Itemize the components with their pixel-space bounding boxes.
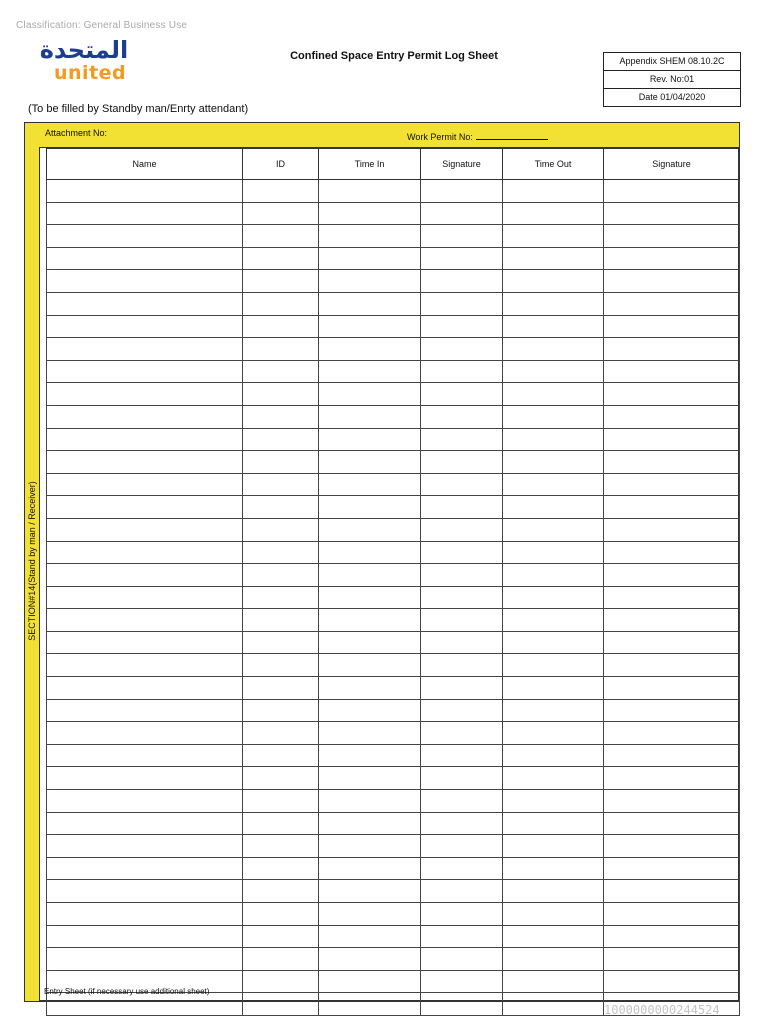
revision-number: Rev. No:01 [604,71,740,89]
log-cell[interactable] [421,609,503,632]
log-cell[interactable] [243,586,319,609]
log-cell[interactable] [47,518,243,541]
log-cell[interactable] [243,270,319,293]
log-cell[interactable] [319,292,421,315]
log-cell[interactable] [319,903,421,926]
log-cell[interactable] [319,360,421,383]
log-cell[interactable] [421,993,503,1016]
table-row [47,903,740,926]
log-cell[interactable] [243,722,319,745]
log-cell[interactable] [243,428,319,451]
col-header-id: ID [243,149,319,180]
log-cell[interactable] [47,744,243,767]
log-cell[interactable] [421,970,503,993]
log-cell[interactable] [243,835,319,858]
log-cell[interactable] [319,496,421,519]
fill-instruction: (To be filled by Standby man/Enrty attendant) [28,103,249,115]
log-cell[interactable] [319,405,421,428]
log-cell[interactable] [421,541,503,564]
log-table [46,148,740,1016]
table-row [47,654,740,677]
log-cell[interactable] [421,292,503,315]
log-cell[interactable] [604,790,740,813]
table-row [47,292,740,315]
log-cell[interactable] [503,180,604,203]
log-cell[interactable] [503,451,604,474]
log-cell[interactable] [604,428,740,451]
log-cell[interactable] [604,812,740,835]
table-row [47,564,740,587]
log-cell[interactable] [421,225,503,248]
table-row [47,360,740,383]
log-cell[interactable] [604,270,740,293]
log-cell[interactable] [503,473,604,496]
table-row [47,518,740,541]
log-cell[interactable] [503,790,604,813]
log-cell[interactable] [319,247,421,270]
log-cell[interactable] [421,473,503,496]
log-cell[interactable] [243,180,319,203]
log-cell[interactable] [604,609,740,632]
log-cell[interactable] [319,970,421,993]
table-row [47,270,740,293]
log-cell[interactable] [604,970,740,993]
log-cell[interactable] [47,541,243,564]
table-row [47,722,740,745]
table-row [47,767,740,790]
log-cell[interactable] [421,202,503,225]
log-cell[interactable] [243,948,319,971]
log-cell[interactable] [47,496,243,519]
log-cell[interactable] [503,202,604,225]
log-cell[interactable] [47,880,243,903]
log-area [39,147,739,1001]
log-cell[interactable] [604,541,740,564]
log-cell[interactable] [421,722,503,745]
log-cell[interactable] [503,586,604,609]
log-cell[interactable] [503,496,604,519]
log-cell[interactable] [503,880,604,903]
log-cell[interactable] [319,654,421,677]
log-cell[interactable] [319,586,421,609]
log-cell[interactable] [604,496,740,519]
log-cell[interactable] [604,473,740,496]
log-cell[interactable] [604,654,740,677]
log-cell[interactable] [47,631,243,654]
section-label-text: SECTION#14(Stand by man / Receiver) [27,481,37,641]
log-cell[interactable] [421,451,503,474]
section-label [25,461,39,661]
log-cell[interactable] [421,496,503,519]
log-cell[interactable] [243,338,319,361]
company-logo [38,38,134,86]
log-cell[interactable] [47,903,243,926]
log-cell[interactable] [47,180,243,203]
log-cell[interactable] [319,180,421,203]
log-cell[interactable] [47,451,243,474]
log-cell[interactable] [604,383,740,406]
log-cell[interactable] [243,790,319,813]
col-header-time-in: Time In [319,149,421,180]
table-row [47,473,740,496]
log-cell[interactable] [421,857,503,880]
log-cell[interactable] [319,564,421,587]
document-title: Confined Space Entry Permit Log Sheet [290,50,498,62]
table-header-row [47,149,740,180]
log-cell[interactable] [319,857,421,880]
log-cell[interactable] [47,586,243,609]
log-cell[interactable] [47,699,243,722]
log-cell[interactable] [47,654,243,677]
log-cell[interactable] [421,428,503,451]
log-cell[interactable] [421,247,503,270]
log-cell[interactable] [319,948,421,971]
log-cell[interactable] [421,677,503,700]
work-permit-field [407,131,548,142]
log-cell[interactable] [243,925,319,948]
log-cell[interactable] [503,722,604,745]
log-cell[interactable] [604,451,740,474]
log-cell[interactable] [421,925,503,948]
log-cell[interactable] [421,383,503,406]
work-permit-label: Work Permit No: [407,132,473,142]
log-cell[interactable] [503,360,604,383]
table-row [47,835,740,858]
log-cell[interactable] [47,383,243,406]
log-cell[interactable] [243,315,319,338]
table-row [47,790,740,813]
log-cell[interactable] [319,812,421,835]
table-row [47,948,740,971]
log-cell[interactable] [604,586,740,609]
log-cell[interactable] [604,292,740,315]
attachment-no-label: Attachment No: [45,128,108,138]
col-header-name: Name [47,149,243,180]
log-cell[interactable] [503,564,604,587]
entry-sheet-note: Entry Sheet (if necessary use additional sheet) [44,987,210,996]
log-cell[interactable] [47,247,243,270]
log-cell[interactable] [421,835,503,858]
col-header-signature-in: Signature [421,149,503,180]
log-cell[interactable] [243,767,319,790]
log-cell[interactable] [503,315,604,338]
log-cell[interactable] [503,857,604,880]
log-cell[interactable] [319,722,421,745]
log-cell[interactable] [319,835,421,858]
log-cell[interactable] [47,609,243,632]
table-row [47,609,740,632]
log-cell[interactable] [604,722,740,745]
log-cell[interactable] [47,202,243,225]
log-cell[interactable] [503,993,604,1016]
table-row [47,451,740,474]
log-cell[interactable] [604,767,740,790]
log-cell[interactable] [319,270,421,293]
log-cell[interactable] [243,473,319,496]
log-cell[interactable] [421,315,503,338]
log-cell[interactable] [47,428,243,451]
table-row [47,925,740,948]
log-cell[interactable] [421,744,503,767]
log-cell[interactable] [243,292,319,315]
log-cell[interactable] [503,383,604,406]
log-cell[interactable] [421,631,503,654]
reference-box [603,52,741,107]
log-table-body [47,180,740,1016]
log-cell[interactable] [319,609,421,632]
log-cell[interactable] [319,383,421,406]
log-cell[interactable] [503,292,604,315]
log-cell[interactable] [503,225,604,248]
classification-label: Classification: General Business Use [16,20,188,31]
log-cell[interactable] [421,586,503,609]
log-cell[interactable] [604,948,740,971]
log-cell[interactable] [604,564,740,587]
log-cell[interactable] [47,812,243,835]
table-row [47,677,740,700]
log-cell[interactable] [421,564,503,587]
log-cell[interactable] [319,699,421,722]
log-cell[interactable] [243,564,319,587]
log-cell[interactable] [319,925,421,948]
log-cell[interactable] [503,903,604,926]
col-header-signature-out: Signature [604,149,740,180]
log-cell[interactable] [319,993,421,1016]
table-row [47,541,740,564]
table-row [47,405,740,428]
log-cell[interactable] [243,993,319,1016]
log-cell[interactable] [604,631,740,654]
log-cell[interactable] [604,925,740,948]
log-cell[interactable] [243,360,319,383]
log-cell[interactable] [421,180,503,203]
log-cell[interactable] [503,338,604,361]
table-row [47,699,740,722]
log-cell[interactable] [421,767,503,790]
log-cell[interactable] [421,405,503,428]
log-cell[interactable] [319,677,421,700]
log-cell[interactable] [604,225,740,248]
table-row [47,247,740,270]
log-cell[interactable] [421,518,503,541]
table-row [47,338,740,361]
log-cell[interactable] [47,270,243,293]
log-cell[interactable] [243,631,319,654]
document-date: Date 01/04/2020 [638,92,706,102]
log-cell[interactable] [604,180,740,203]
log-cell[interactable] [503,428,604,451]
log-cell[interactable] [243,405,319,428]
log-cell[interactable] [47,564,243,587]
log-cell[interactable] [604,744,740,767]
table-row [47,857,740,880]
log-cell[interactable] [604,835,740,858]
log-cell[interactable] [604,202,740,225]
table-row [47,180,740,203]
table-row [47,880,740,903]
log-cell[interactable] [319,473,421,496]
log-cell[interactable] [243,451,319,474]
log-cell[interactable] [503,699,604,722]
log-cell[interactable] [604,677,740,700]
log-cell[interactable] [47,767,243,790]
table-row [47,428,740,451]
log-cell[interactable] [47,857,243,880]
log-cell[interactable] [604,315,740,338]
log-cell[interactable] [421,699,503,722]
log-cell[interactable] [604,518,740,541]
logo-english-text: united [54,62,127,84]
log-cell[interactable] [47,473,243,496]
log-cell[interactable] [604,857,740,880]
log-cell[interactable] [604,903,740,926]
log-cell[interactable] [319,428,421,451]
log-cell[interactable] [604,360,740,383]
table-row [47,225,740,248]
log-cell[interactable] [421,654,503,677]
log-cell[interactable] [47,948,243,971]
log-cell[interactable] [243,857,319,880]
log-cell[interactable] [47,835,243,858]
log-cell[interactable] [319,225,421,248]
table-row [47,315,740,338]
log-cell[interactable] [243,202,319,225]
document-number: 1000000000244524 [604,1003,720,1017]
log-cell[interactable] [243,247,319,270]
log-cell[interactable] [47,925,243,948]
log-cell[interactable] [243,654,319,677]
log-cell[interactable] [604,880,740,903]
log-cell[interactable] [503,247,604,270]
log-cell[interactable] [604,247,740,270]
log-cell[interactable] [319,880,421,903]
log-cell[interactable] [243,609,319,632]
log-cell[interactable] [421,880,503,903]
log-cell[interactable] [47,360,243,383]
log-cell[interactable] [47,292,243,315]
log-cell[interactable] [319,338,421,361]
log-cell[interactable] [47,993,243,1016]
log-cell[interactable] [319,315,421,338]
log-cell[interactable] [47,405,243,428]
log-cell[interactable] [421,812,503,835]
work-permit-blank[interactable] [476,131,548,140]
log-cell[interactable] [243,812,319,835]
log-cell[interactable] [47,315,243,338]
col-header-time-out: Time Out [503,149,604,180]
log-cell[interactable] [47,790,243,813]
appendix-ref: Appendix SHEM 08.10.2C [604,53,740,71]
form-frame [24,122,740,1002]
log-cell[interactable] [319,202,421,225]
log-cell[interactable] [503,654,604,677]
log-cell[interactable] [503,270,604,293]
log-cell[interactable] [503,744,604,767]
log-cell[interactable] [319,451,421,474]
log-cell[interactable] [421,903,503,926]
log-cell[interactable] [421,948,503,971]
log-cell[interactable] [47,338,243,361]
logo-arabic-text: المتحدة [39,36,129,64]
log-cell[interactable] [243,677,319,700]
log-cell[interactable] [421,338,503,361]
table-row [47,812,740,835]
log-cell[interactable] [243,699,319,722]
log-cell[interactable] [604,405,740,428]
log-cell[interactable] [503,631,604,654]
log-cell[interactable] [421,360,503,383]
log-cell[interactable] [503,405,604,428]
log-cell[interactable] [47,225,243,248]
log-cell[interactable] [503,812,604,835]
table-row [47,383,740,406]
table-row [47,496,740,519]
log-cell[interactable] [47,722,243,745]
log-cell[interactable] [243,541,319,564]
table-row [47,631,740,654]
log-cell[interactable] [319,541,421,564]
table-row [47,744,740,767]
log-cell[interactable] [503,518,604,541]
table-row [47,586,740,609]
log-cell[interactable] [319,790,421,813]
log-cell[interactable] [243,903,319,926]
log-cell[interactable] [604,338,740,361]
log-cell[interactable] [243,496,319,519]
log-cell[interactable] [604,699,740,722]
log-cell[interactable] [421,790,503,813]
log-cell[interactable] [421,270,503,293]
log-cell[interactable] [243,744,319,767]
log-cell[interactable] [319,767,421,790]
log-cell[interactable] [503,541,604,564]
log-cell[interactable] [503,835,604,858]
log-cell[interactable] [47,677,243,700]
log-cell[interactable] [319,631,421,654]
log-cell[interactable] [503,948,604,971]
log-cell[interactable] [243,383,319,406]
log-cell[interactable] [503,677,604,700]
log-cell[interactable] [319,518,421,541]
table-row [47,202,740,225]
log-cell[interactable] [503,925,604,948]
log-cell[interactable] [243,880,319,903]
log-cell[interactable] [243,518,319,541]
log-cell[interactable] [503,970,604,993]
log-cell[interactable] [503,767,604,790]
log-cell[interactable] [319,744,421,767]
log-cell[interactable] [243,225,319,248]
log-cell[interactable] [503,609,604,632]
log-cell[interactable] [243,970,319,993]
